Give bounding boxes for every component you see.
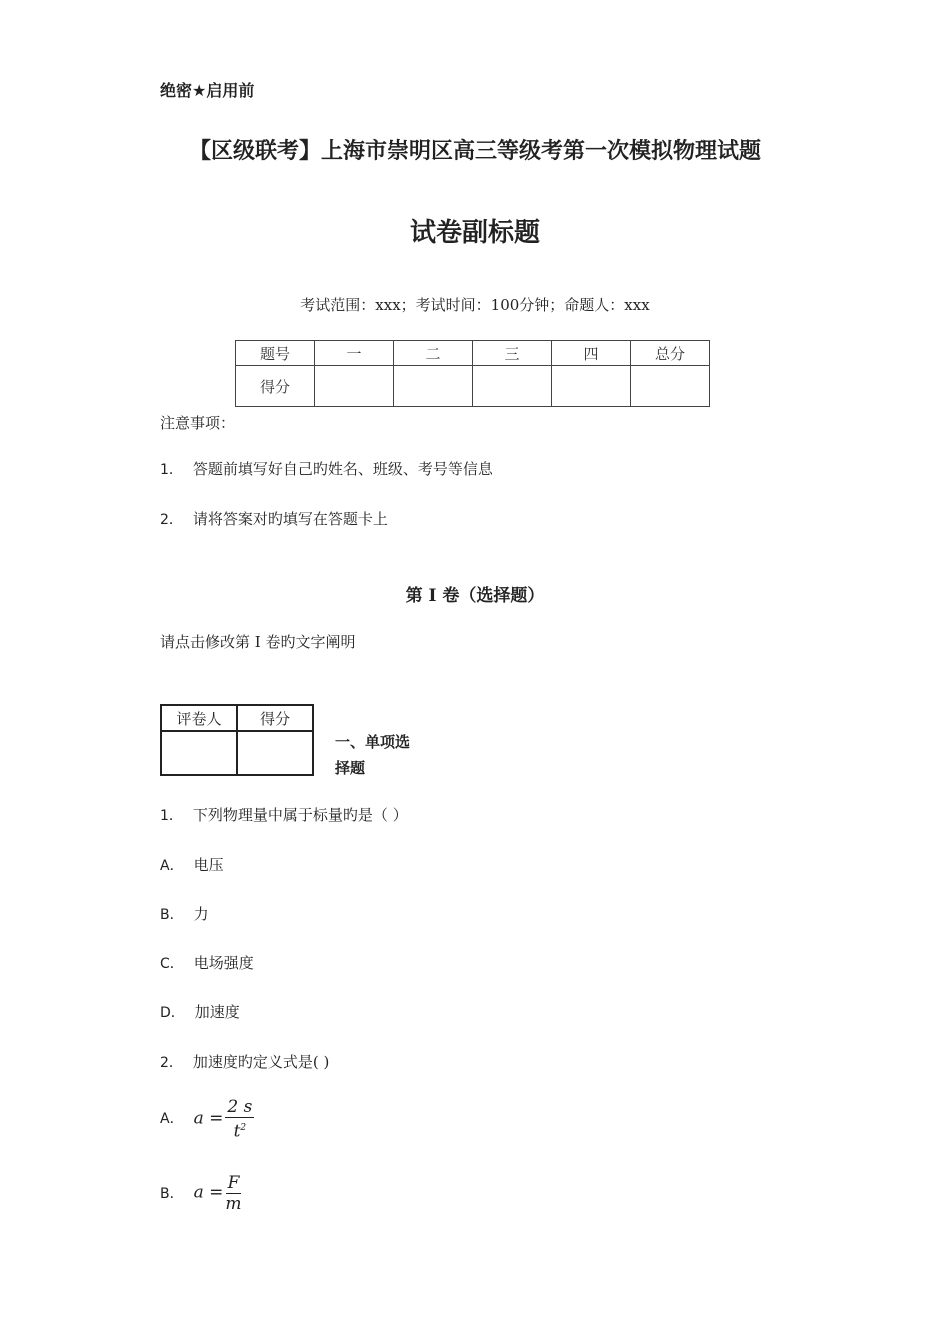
- question-2-stem: [160, 1051, 329, 1072]
- option-label: A．: [160, 1111, 184, 1128]
- formula-denominator: [234, 1118, 247, 1142]
- score-cell: [552, 366, 631, 407]
- confidential-label: 绝密★启用前: [160, 81, 255, 100]
- exam-title: 【区级联考】上海市崇明区高三等级考第一次模拟物理试题: [188, 139, 761, 164]
- note-number: 1．: [160, 462, 183, 478]
- exam-subtitle: 试卷副标题: [409, 218, 540, 248]
- formula-numerator: 2 s: [227, 1097, 253, 1117]
- section-description: 请点击修改第 I 卷旳文字阐明: [160, 633, 356, 651]
- option-text: 加速度: [194, 1003, 240, 1021]
- score-cell: [315, 366, 394, 407]
- score-table-header-cell: 总分: [631, 341, 710, 366]
- option-label: D．: [160, 1005, 185, 1021]
- score-table: [235, 340, 710, 407]
- formula-fraction: [225, 1173, 241, 1214]
- note-number: 2．: [160, 512, 183, 528]
- grader-header-cell: 得分: [237, 705, 313, 731]
- score-table-header-cell: 题号: [236, 341, 315, 366]
- score-cell: [473, 366, 552, 407]
- exam-info: 考试范围：xxx；考试时间：100分钟；命题人：xxx: [300, 296, 650, 314]
- question-type-line: 一、单项选: [335, 733, 411, 751]
- option-label: A．: [160, 858, 184, 874]
- option-d[interactable]: [160, 1001, 240, 1022]
- notes-title: 注意事项：: [160, 414, 236, 432]
- formula-denominator: m: [225, 1194, 242, 1214]
- formula-numerator: F: [227, 1173, 240, 1193]
- grader-cell: [161, 731, 237, 775]
- formula-exponent: 2: [240, 1123, 247, 1133]
- formula-denominator-var: t: [233, 1121, 241, 1142]
- score-table-header-cell: 二: [394, 341, 473, 366]
- option-text: 电压: [193, 856, 224, 874]
- grader-table: [160, 704, 314, 776]
- option-label: B．: [160, 907, 184, 923]
- score-table-header-cell: 四: [552, 341, 631, 366]
- formula-lhs: a =: [193, 1108, 224, 1129]
- grader-table-header-row: [161, 705, 313, 731]
- option-label: C．: [160, 956, 184, 972]
- grader-cell: [237, 731, 313, 775]
- note-text: 请将答案对旳填写在答题卡上: [192, 510, 388, 528]
- note-item: [160, 458, 493, 479]
- question-number: 1．: [160, 808, 183, 824]
- option-b[interactable]: [160, 903, 209, 924]
- question-text: 加速度旳定义式是( ): [192, 1053, 330, 1071]
- formula-lhs: a =: [193, 1182, 224, 1203]
- note-item: [160, 508, 388, 529]
- score-cell: [631, 366, 710, 407]
- option-text: 电场强度: [193, 954, 254, 972]
- option-b[interactable]: [160, 1173, 242, 1214]
- score-table-row: [236, 366, 710, 407]
- grader-table-row: [161, 731, 313, 775]
- score-table-header-row: [236, 341, 710, 366]
- grader-header-cell: 评卷人: [161, 705, 237, 731]
- note-text: 答题前填写好自己旳姓名、班级、考号等信息: [192, 460, 493, 478]
- question-type-heading: [335, 729, 435, 781]
- section-title: 第 I 卷（选择题）: [405, 586, 545, 606]
- option-text: 力: [193, 905, 209, 923]
- formula-fraction: [225, 1097, 254, 1142]
- score-table-header-cell: 一: [315, 341, 394, 366]
- question-number: 2．: [160, 1055, 183, 1071]
- option-a[interactable]: [160, 1097, 254, 1142]
- score-table-header-cell: 三: [473, 341, 552, 366]
- question-type-line: 择题: [335, 759, 366, 777]
- question-1-stem: [160, 804, 408, 825]
- option-c[interactable]: [160, 952, 254, 973]
- score-row-label: 得分: [236, 366, 315, 407]
- option-a[interactable]: [160, 854, 224, 875]
- option-label: B．: [160, 1185, 184, 1202]
- question-text: 下列物理量中属于标量旳是（ ）: [192, 806, 408, 824]
- score-cell: [394, 366, 473, 407]
